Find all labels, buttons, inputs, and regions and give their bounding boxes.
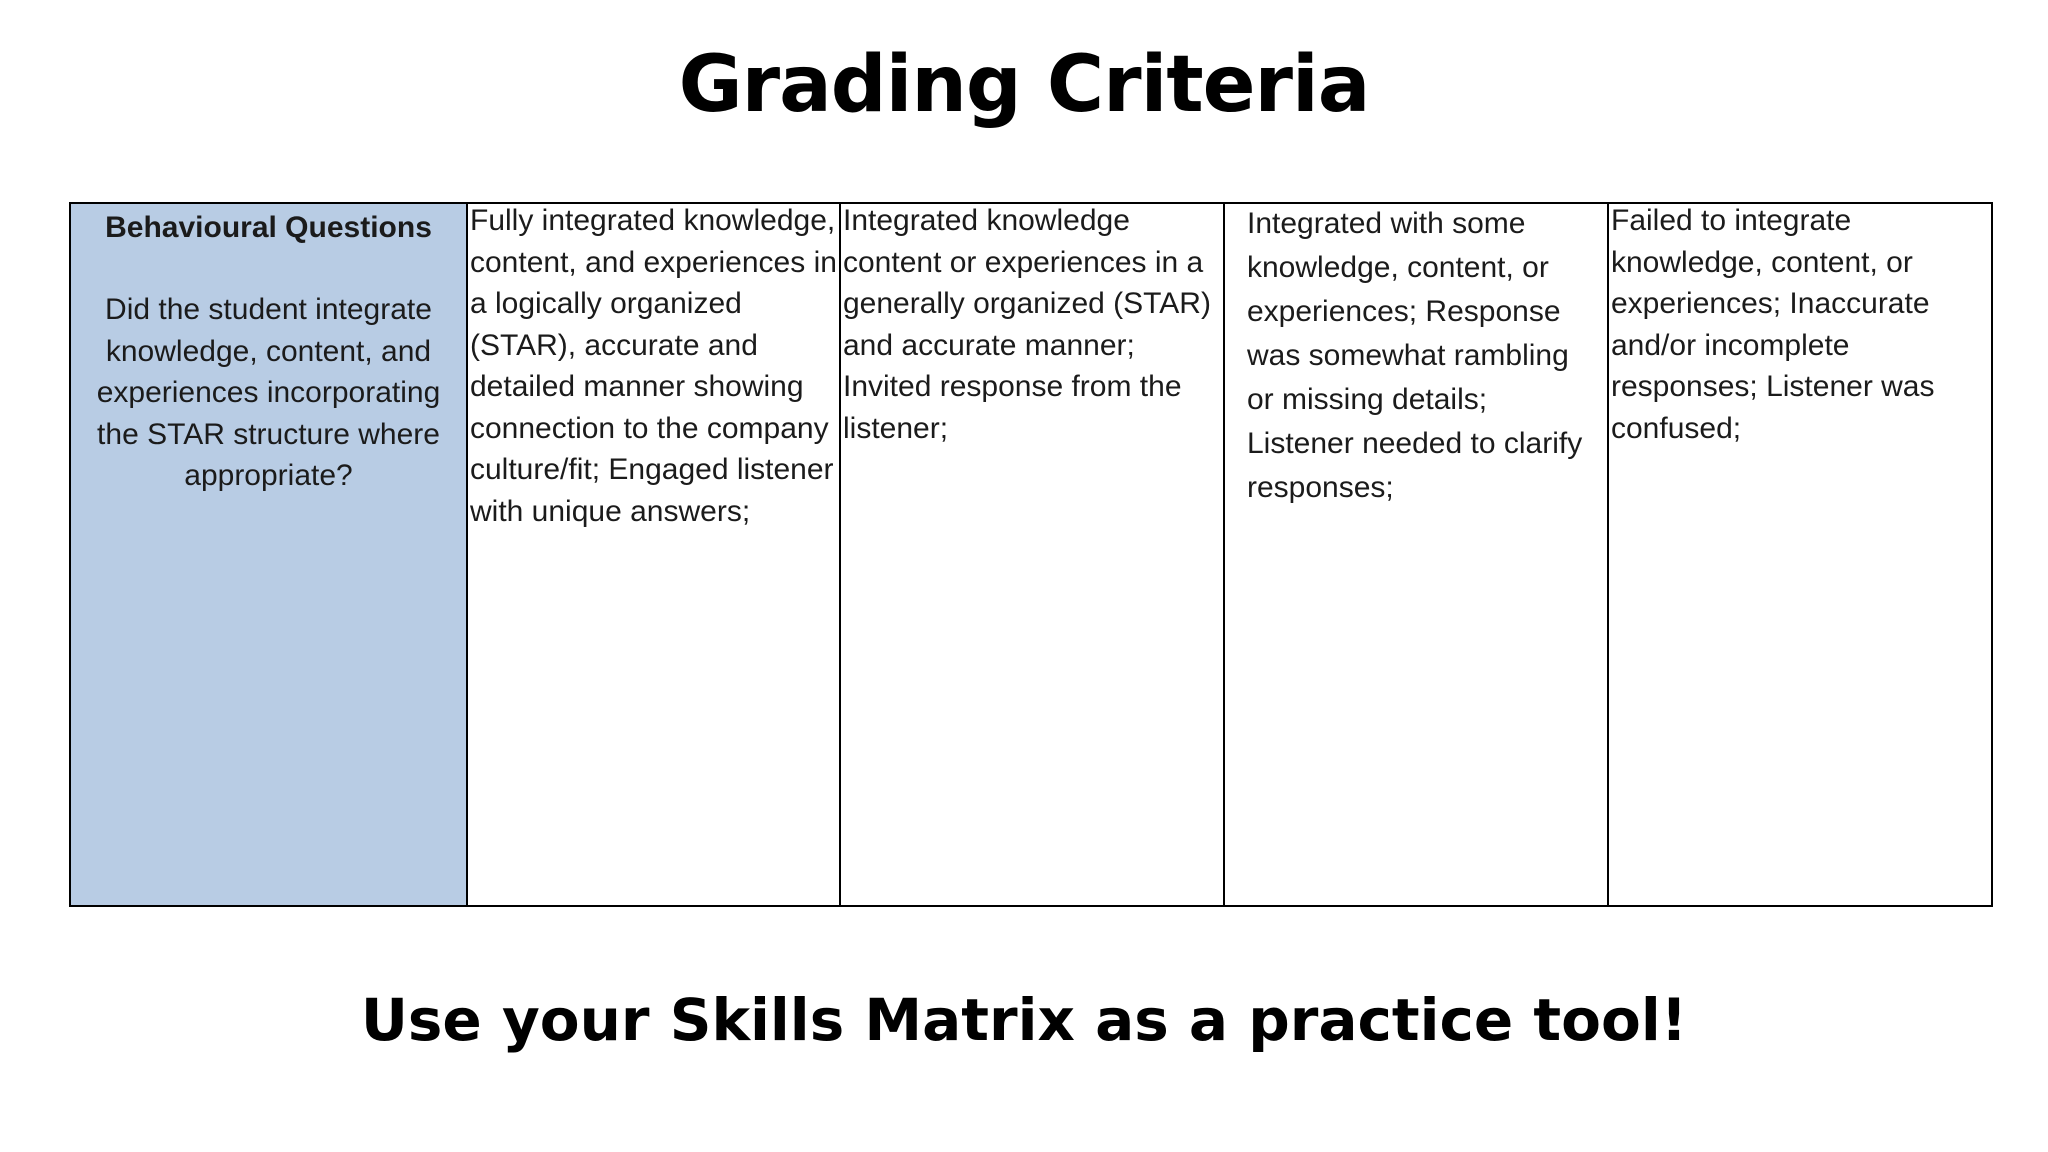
criteria-cell-level-2: [840, 203, 1224, 906]
row-header-title: Behavioural Questions: [105, 211, 432, 244]
table-row: [70, 203, 1992, 906]
slide-title: Grading Criteria: [678, 40, 1370, 130]
criteria-text: Integrated knowledge content or experiences in a generally organized (STAR) and accurate manner; Invited response from the listener;: [843, 204, 1211, 445]
row-header-question: Did the student integrate knowledge, content, and experiences incorporating the STAR structure where appropriate?: [96, 293, 441, 492]
row-header-cell: [70, 203, 467, 906]
criteria-text: Integrated with some knowledge, content, or experiences; Response was somewhat rambling or missing details; Listener needed to clarify responses;: [1247, 207, 1583, 504]
criteria-text: Fully integrated knowledge, content, and experiences in a logically organized (STAR), accurate and detailed manner showing connection to the company culture/fit; Engaged listener with unique answers;: [470, 204, 837, 528]
criteria-cell-level-3: [1224, 203, 1608, 906]
grading-criteria-table: [69, 202, 1993, 907]
slide-footer: Use your Skills Matrix as a practice tool!: [360, 986, 1688, 1054]
criteria-cell-level-4: [1608, 203, 1992, 906]
criteria-text: Failed to integrate knowledge, content, or experiences; Inaccurate and/or incomplete responses; Listener was confused;: [1611, 204, 1935, 445]
criteria-cell-level-1: [467, 203, 840, 906]
